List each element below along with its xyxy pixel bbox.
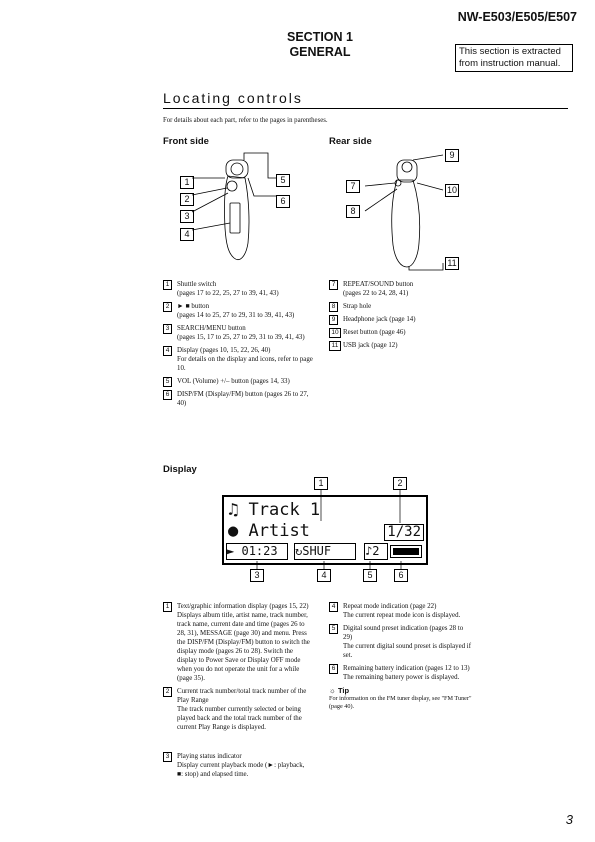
rear-callout-11: 11 (445, 257, 459, 270)
display-callout-3: 3 (250, 569, 264, 582)
list-item: 3 Playing status indicator Display current playback mode (►: playback, ■: stop) and elapsed time. (163, 752, 310, 779)
tip-heading: ☼ Tip (329, 686, 350, 695)
play-icon: ► (227, 544, 235, 558)
display-items-right (329, 602, 474, 711)
list-item: 4 Display (pages 10, 15, 22, 26, 40) For details on the display and icons, refer to page 10. (163, 346, 313, 373)
list-item: 9 Headphone jack (page 14) (329, 315, 479, 324)
lcd-line-1: ♫ Track 1 (228, 500, 321, 520)
model-number: NW-E503/E505/E507 (457, 10, 577, 24)
title-rule (163, 108, 568, 109)
track-counter: 1/32 (384, 524, 424, 541)
intro-text: For details about each part, refer to the pages in parentheses. (163, 117, 328, 124)
rear-side-heading: Rear side (329, 136, 372, 147)
display-items-left (163, 602, 310, 783)
front-items-list (163, 280, 313, 412)
page-number: 3 (565, 812, 573, 827)
display-callout-5: 5 (363, 569, 377, 582)
lcd-display (222, 495, 428, 565)
tip-text: For information on the FM tuner display, see "FM Tuner" (page 40). (329, 695, 472, 710)
person-icon: ● (228, 521, 239, 541)
section-line-1: SECTION 1 (287, 30, 353, 44)
display-callout-2: 2 (393, 477, 407, 490)
list-item: 1 Text/graphic information display (pages 15, 22) Displays album title, artist name, track number, track name, current date and time (pages 26 to 28, 31), MESSAGE (page 30) and menu. Press the DISP/FM (Display/FM) button to switch the display mode (pages 26 to 28). Switch the display to Power Save or Display OFF mode when you do not operate the unit for a while (page 35). (163, 602, 310, 683)
front-callout-2: 2 (180, 193, 194, 206)
list-item: 4 Repeat mode indication (page 22) The current repeat mode icon is displayed. (329, 602, 474, 620)
list-item: 10 Reset button (page 46) (329, 328, 479, 337)
repeat-icon: ↻ (295, 544, 303, 558)
list-item: 8 Strap hole (329, 302, 479, 311)
display-callout-6: 6 (394, 569, 408, 582)
sound-preset-indicator: ♪2 (364, 543, 388, 560)
list-item: 6 Remaining battery indication (pages 12 to 13) The remaining battery power is displayed. (329, 664, 474, 682)
list-item: 2 Current track number/total track number of the Play Range The track number currently selected or being played back and the total track number of the current Play Range is displayed. (163, 687, 310, 732)
list-item: 3 SEARCH/MENU button (pages 15, 17 to 25, 27 to 29, 31 to 39, 41, 43) (163, 324, 313, 342)
display-callout-1: 1 (314, 477, 328, 490)
extract-note: This section is extracted from instruction manual. (455, 44, 573, 72)
rear-callout-8: 8 (346, 205, 360, 218)
rear-callout-9: 9 (445, 149, 459, 162)
rear-items-list (329, 280, 479, 354)
list-item: 1 Shuttle switch (pages 17 to 22, 25, 27 to 39, 41, 43) (163, 280, 313, 298)
front-callout-5: 5 (276, 174, 290, 187)
list-item: 5 Digital sound preset indication (pages 28 to 29) The current digital sound preset is displayed if set. (329, 624, 474, 660)
repeat-mode-indicator: ↻SHUF (294, 543, 356, 560)
battery-icon (390, 545, 422, 558)
list-item: 11 USB jack (page 12) (329, 341, 479, 350)
rear-callout-10: 10 (446, 185, 457, 195)
list-item: 2 ► ■ button (pages 14 to 25, 27 to 29, 31 to 39, 41, 43) (163, 302, 313, 320)
page-title: Locating controls (163, 90, 303, 106)
sound-note-icon: ♪ (365, 544, 373, 558)
display-callout-4: 4 (317, 569, 331, 582)
tip-box (329, 686, 474, 711)
front-callout-1: 1 (180, 176, 194, 189)
front-callout-6: 6 (276, 195, 290, 208)
list-item: 7 REPEAT/SOUND button (pages 22 to 24, 28, 41) (329, 280, 479, 298)
front-callout-3: 3 (180, 210, 194, 223)
lcd-line-2: ● Artist (228, 521, 310, 541)
music-note-icon: ♫ (228, 500, 239, 520)
rear-side-illustration (345, 145, 465, 275)
front-callout-4: 4 (180, 228, 194, 241)
list-item: 5 VOL (Volume) +/– button (pages 14, 33) (163, 377, 313, 386)
display-heading: Display (163, 464, 197, 475)
section-line-2: GENERAL (289, 45, 351, 59)
front-side-heading: Front side (163, 136, 209, 147)
rear-callout-7: 7 (346, 180, 360, 193)
list-item: 6 DISP/FM (Display/FM) button (pages 26 to 27, 40) (163, 390, 313, 408)
lightbulb-icon: ☼ (329, 686, 336, 695)
playback-status: ► 01:23 (226, 543, 288, 560)
